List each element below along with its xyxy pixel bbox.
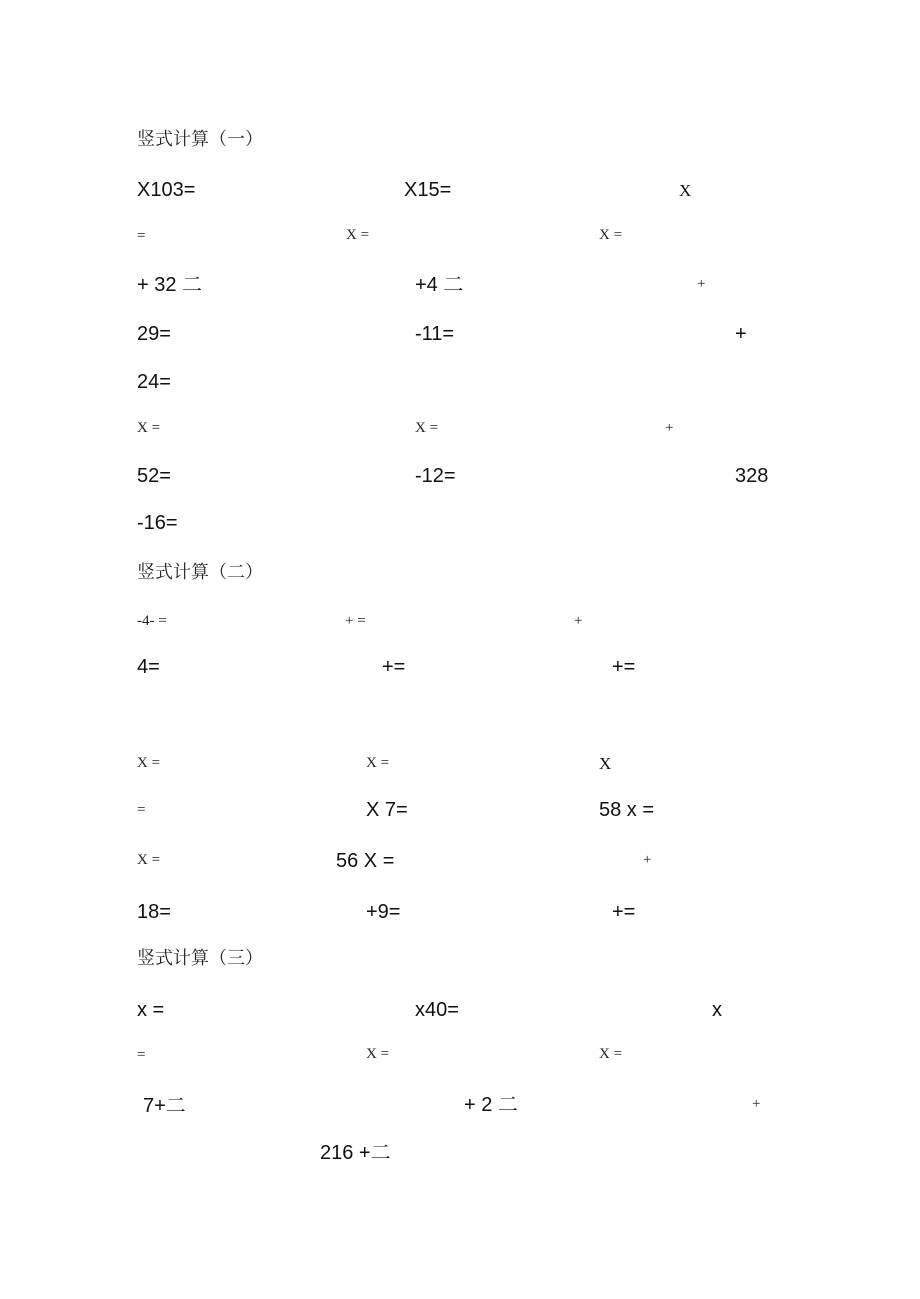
section-title: 竖式计算（一） xyxy=(137,129,263,150)
problem-text: 29= xyxy=(137,323,171,345)
problem-text: += xyxy=(612,901,636,923)
problem-text: x40= xyxy=(415,999,459,1021)
problem-text: = xyxy=(137,1047,146,1063)
problem-text: X = xyxy=(137,755,161,771)
problem-text: -4- = xyxy=(137,613,167,629)
problem-text: 52= xyxy=(137,465,171,487)
problem-text: + 2 二 xyxy=(464,1094,518,1116)
problem-text: = xyxy=(137,228,146,244)
problem-text: 56 X = xyxy=(336,850,395,872)
problem-text: + xyxy=(574,613,583,629)
problem-text: + 32 二 xyxy=(137,274,203,296)
problem-text: += xyxy=(612,656,636,678)
problem-text: X = xyxy=(346,227,370,243)
problem-text: X = xyxy=(137,852,161,868)
problem-text: X 7= xyxy=(366,799,408,821)
problem-text: 58 x = xyxy=(599,799,655,821)
problem-text: X xyxy=(599,754,612,773)
problem-text: X = xyxy=(415,420,439,436)
problem-text: 24= xyxy=(137,371,171,393)
problem-text: X = xyxy=(599,1046,623,1062)
problem-text: = xyxy=(137,802,146,818)
problem-text: X = xyxy=(137,420,161,436)
problem-text: -12= xyxy=(415,465,456,487)
problem-text: + xyxy=(735,323,747,345)
problem-text: + xyxy=(643,852,652,868)
problem-text: 328 xyxy=(735,465,769,487)
problem-text: x = xyxy=(137,999,165,1021)
problem-text: X103= xyxy=(137,179,196,201)
problem-text: + xyxy=(697,276,706,292)
problem-text: + xyxy=(752,1096,761,1112)
section-title: 竖式计算（二） xyxy=(137,562,263,583)
problem-text: X xyxy=(679,181,692,200)
problem-text: X = xyxy=(599,227,623,243)
problem-text: X15= xyxy=(404,179,452,201)
problem-text: 4= xyxy=(137,656,160,678)
section-title: 竖式计算（三） xyxy=(137,948,263,969)
problem-text: + xyxy=(665,420,674,436)
problem-text: 18= xyxy=(137,901,171,923)
problem-text: + = xyxy=(345,613,366,629)
problem-text: 7+二 xyxy=(143,1095,186,1117)
problem-text: -11= xyxy=(415,323,455,345)
problem-text: X = xyxy=(366,1046,390,1062)
problem-text: x xyxy=(712,999,722,1021)
problem-text: -16= xyxy=(137,512,178,534)
problem-text: X = xyxy=(366,755,390,771)
problem-text: +4 二 xyxy=(415,274,464,296)
problem-text: +9= xyxy=(366,901,401,923)
problem-text: += xyxy=(382,656,406,678)
problem-text: 216 +二 xyxy=(320,1142,391,1164)
